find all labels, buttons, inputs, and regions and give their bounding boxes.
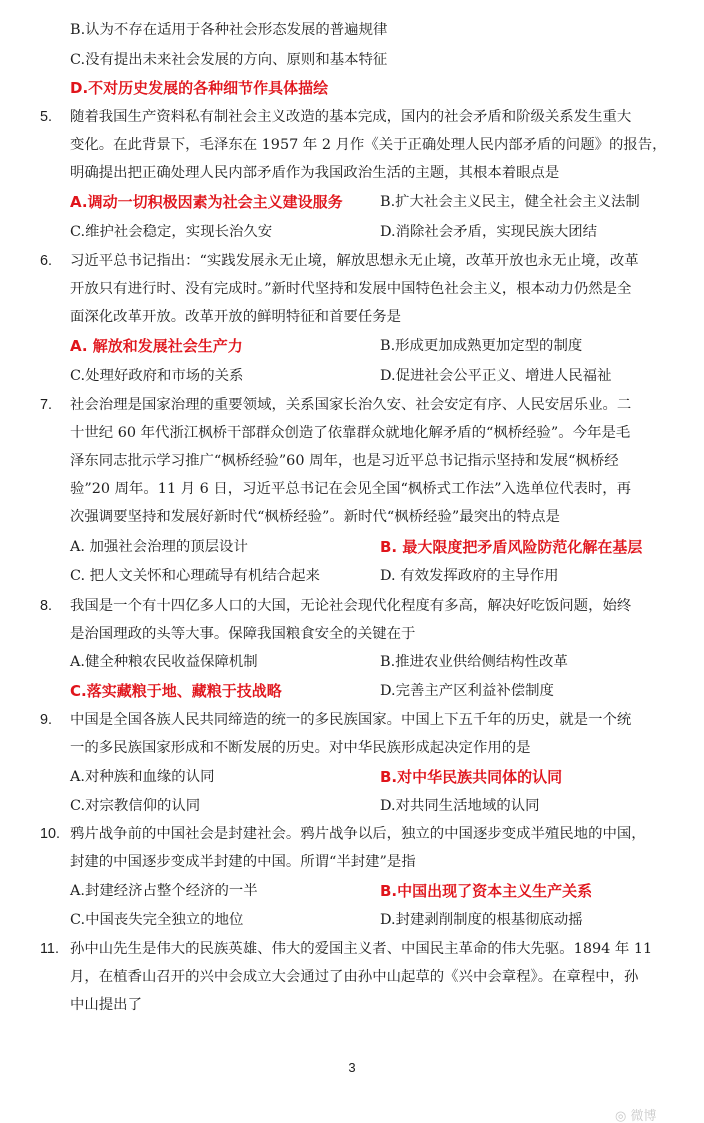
option-c: C. 把人文关怀和心理疏导有机结合起来 <box>70 568 320 584</box>
question-number: 7. <box>40 397 53 413</box>
question-text: 开放只有进行时、没有完成时。”新时代坚持和发展中国特色社会主义，根本动力仍然是全 <box>70 281 632 297</box>
option-a: A. 加强社会治理的顶层设计 <box>70 539 248 555</box>
question-text: 面深化改革开放。改革开放的鲜明特征和首要任务是 <box>70 309 401 325</box>
question-text: 变化。在此背景下，毛泽东在 1957 年 2 月作《关于正确处理人民内部矛盾的问题》的报告， <box>70 137 667 153</box>
question-text: 月，在植香山召开的兴中会成立大会通过了由孙中山起草的《兴中会章程》。在章程中，孙 <box>70 969 639 985</box>
question-text: 十世纪 60 年代浙江枫桥干部群众创造了依靠群众就地化解矛盾的“枫桥经验”。今年是毛 <box>70 425 631 441</box>
question-text: 习近平总书记指出：“实践发展永无止境，解放思想永无止境，改革开放也永无止境，改革 <box>70 253 639 269</box>
question-text: 随着我国生产资料私有制社会主义改造的基本完成，国内的社会矛盾和阶级关系发生重大 <box>70 109 632 125</box>
answer-option-a: A.调动一切积极因素为社会主义建设服务 <box>70 193 343 211</box>
answer-option-b: B. 最大限度把矛盾风险防范化解在基层 <box>380 538 643 556</box>
question-text: 社会治理是国家治理的重要领域，关系国家长治久安、社会安定有序、人民安居乐业。二 <box>70 397 632 413</box>
option-a: A.封建经济占整个经济的一半 <box>70 883 258 899</box>
option-d: D.封建剥削制度的根基彻底动摇 <box>380 912 583 928</box>
question-text: 鸦片战争前的中国社会是封建社会。鸦片战争以后，独立的中国逐步变成半殖民地的中国， <box>70 826 646 842</box>
question-text: 是治国理政的头等大事。保障我国粮食安全的关键在于 <box>70 626 416 642</box>
question-text: 泽东同志批示学习推广“枫桥经验”60 周年，也是习近平总书记指示坚持和发展“枫桥经 <box>70 453 619 469</box>
answer-option-c: C.落实藏粮于地、藏粮于技战略 <box>70 682 282 700</box>
question-number: 9. <box>40 712 53 728</box>
question-number: 5. <box>40 109 53 125</box>
question-number: 8. <box>40 598 53 614</box>
option-b: B.认为不存在适用于各种社会形态发展的普遍规律 <box>70 22 388 38</box>
option-c: C.中国丧失完全独立的地位 <box>70 912 244 928</box>
question-number: 11. <box>40 941 59 957</box>
option-a: A.对种族和血缘的认同 <box>70 769 215 785</box>
answer-option-d: D.不对历史发展的各种细节作具体描绘 <box>70 79 329 97</box>
option-c: C.没有提出未来社会发展的方向、原则和基本特征 <box>70 52 388 68</box>
option-c: C.对宗教信仰的认同 <box>70 798 201 814</box>
option-d: D.促进社会公平正义、增进人民福祉 <box>380 368 612 384</box>
option-d: D.消除社会矛盾，实现民族大团结 <box>380 224 598 240</box>
answer-option-b: B.中国出现了资本主义生产关系 <box>380 882 593 900</box>
question-text: 明确提出把正确处理人民内部矛盾作为我国政治生活的主题，其根本着眼点是 <box>70 165 560 181</box>
question-text: 中国是全国各族人民共同缔造的统一的多民族国家。中国上下五千年的历史，就是一个统 <box>70 712 632 728</box>
question-text: 验”20 周年。11 月 6 日，习近平总书记在会见全国“枫桥式工作法”入选单位代表时，再 <box>70 481 632 497</box>
option-a: A.健全种粮农民收益保障机制 <box>70 654 258 670</box>
answer-option-a: A. 解放和发展社会生产力 <box>70 337 243 355</box>
question-text: 次强调要坚持和发展好新时代“枫桥经验”。新时代“枫桥经验”最突出的特点是 <box>70 509 560 525</box>
question-text: 封建的中国逐步变成半封建的中国。所谓“半封建”是指 <box>70 854 416 870</box>
option-b: B.形成更加成熟更加定型的制度 <box>380 338 583 354</box>
option-c: C.处理好政府和市场的关系 <box>70 368 244 384</box>
option-b: B.扩大社会主义民主，健全社会主义法制 <box>380 194 640 210</box>
option-b: B.推进农业供给侧结构性改革 <box>380 654 568 670</box>
option-d: D.完善主产区利益补偿制度 <box>380 683 554 699</box>
question-text: 一的多民族国家形成和不断发展的历史。对中华民族形成起决定作用的是 <box>70 740 531 756</box>
option-d: D.对共同生活地域的认同 <box>380 798 540 814</box>
question-text: 中山提出了 <box>70 997 142 1013</box>
option-d: D. 有效发挥政府的主导作用 <box>380 568 559 584</box>
question-number: 6. <box>40 253 53 269</box>
option-c: C.维护社会稳定，实现长治久安 <box>70 224 273 240</box>
page-number: 3 <box>348 1060 356 1075</box>
question-number: 10. <box>40 826 61 842</box>
question-text: 我国是一个有十四亿多人口的大国，无论社会现代化程度有多高，解决好吃饭问题，始终 <box>70 598 632 614</box>
answer-option-b: B.对中华民族共同体的认同 <box>380 768 563 786</box>
weibo-watermark: ◎ 微博 <box>615 1109 657 1123</box>
question-text: 孙中山先生是伟大的民族英雄、伟大的爱国主义者、中国民主革命的伟大先驱。1894 年 11 <box>70 941 653 957</box>
